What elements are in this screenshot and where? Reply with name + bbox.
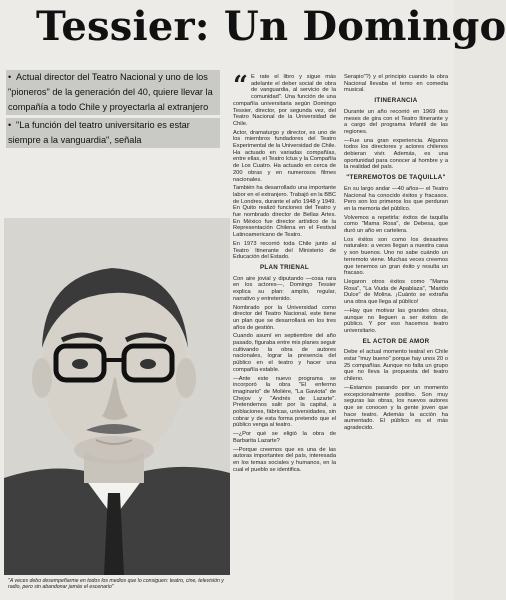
portrait-photo: [4, 218, 230, 575]
paragraph: “ E rate el libro y sigue más adelante el deber social de obra de vanguardia, al servicio de la comunidad". Una función de una compañía universitaria según Domingo Tessier, director, por segunda vez, del Teatro Nacional de la Universidad de Chile.: [233, 71, 336, 127]
bullet-icon: •: [8, 72, 12, 82]
paragraph: Serapio"?) y el principio cuando la obra Nacional llevaba el temo en comedia musical.: [344, 74, 448, 94]
photo-caption: "A veces debo desempeñarme en todos los medios que lo consiguen: teatro, cine, televisión y radio, pero sin abandonar jamás el escenario": [8, 578, 224, 591]
paragraph: Debe el actual momento teatral en Chile estar "muy bueno" porque hay unos 20 o 25 compañías. Aunque no falta un grupo que no lleva la propuesta del teatro chileno.: [344, 349, 448, 383]
paragraph: Actor, dramaturgo y director, es uno de los miembros fundadores del Teatro Experimental de la Universidad de Chile. Ha actuado en variadas compañías, entre ellas, el Teatro Ictus y la Compañía de Los Cuatro. Ha actuado en cerca de 200 obras y en numerosos filmes nacionales.: [233, 129, 336, 183]
paragraph: Nombrado por la Universidad como director del Teatro Nacional, este tiene un plan que se desarrollará en los tres años de gestión.: [233, 304, 336, 331]
lead-item-2: • "La función del teatro universitario es estar siempre a la vanguardia", señala: [6, 118, 220, 148]
paragraph: Cuando asumí en septiembre del año pasado, figuraba entre mis planes seguir cultivando la obra de autores nacionales, lograr la presencia del público en el teatro y hacer una compañía estable.: [233, 333, 336, 373]
paragraph: También ha desarrollado una importante labor en el extranjero. Trabajó en la BBC de Londres, durante el año 1948 y 1949. En Quito realizó funciones del Teatro y fue nombrado director de Bellas Artes. En México fue director artístico de la Representación Chilena en el Festival Latinoamericano de Teatro.: [233, 185, 336, 239]
paragraph: —Fue una gran experiencia. Algunos todos los directores y actores chilenos debieran vivir. Además, es una oportunidad para conocer al hombre y a la realidad del país.: [344, 137, 448, 171]
paragraph: Con aire jovial y diputando —cosa rara en los actores—, Domingo Tessier explica su plan: amplio, regular, narrativo y entretenido.: [233, 275, 336, 302]
paragraph: Volvemos a repetirla: éxitos de taquilla como "Mama Rosa", de Debesa, que duró un año en cartelera.: [344, 214, 448, 235]
subhead: PLAN TRIENAL: [260, 263, 309, 271]
paragraph: —Hay que motivar las grandes obras, aunque no lleguen a ser éxitos de público. Y por eso hacemos teatro universitario.: [344, 307, 448, 334]
lead-item-1: • Actual director del Teatro Nacional y uno de los "pioneros" de la generación del 40, quiere llevar la compañía a todo Chile y proyectarla al extranjero: [6, 70, 220, 115]
paragraph: Los éxitos son como los desastres naturales: a veces llegan a nuestra casa y son buenos. Uno no sabe cuándo un terremoto viene. Muchas veces creemos que tenemos un gran éxito y resulta un fracaso.: [344, 236, 448, 277]
paragraph: Durante un año recorrió en 1969 dos meses de gira con el Teatro Itinerante y a cargo del programa Infantil de las regiones.: [344, 108, 448, 135]
paragraph: En 1973 recorrió toda Chile junto al Teatro Itinerante del Ministerio de Educación del Estado.: [233, 240, 336, 261]
paragraph: —Ante este nuevo programa se incorporó la obra "El enfermo imaginario" de Molière, "La Gaviota" de Chejov y "Andrés de Lazarte". Pretendemos salir por la capital, a poblaciones, fábricas, universidades, sin cobrar y de esta forma pretendo que el público venga al teatro.: [233, 375, 336, 429]
article-column-3: [344, 74, 448, 594]
subhead: "TERREMOTOS DE TAQUILLA": [346, 174, 446, 182]
paragraph: En su largo andar —40 años— el Teatro Nacional ha conocido éxitos y fracasos. Pero son los primeros los que perduran en la memoria del público.: [344, 185, 448, 212]
headline: Tessier: Un Domingo: [36, 3, 506, 50]
paragraph: —Estamos pasando por un momento excepcionalmente positivo. Son muy seguras las obras, los nuevos autores que se conocen y la gente joven que hace teatro. Además la acción ha aumentado. El público es el más agradecido.: [344, 384, 448, 432]
paragraph: —Porque creemos que es una de las autoras importantes del país, interesada en los temas sociales y humanos, en la cual el pueblo se identifica.: [233, 446, 336, 473]
bullet-icon: •: [8, 120, 12, 130]
dropcap: “: [233, 71, 248, 101]
portrait-illustration: [4, 218, 230, 575]
paragraph: Llegaron otros éxitos como "Mama Rosa", "La Viuda de Apablaza", "Marido Dulce" de Molina. ¡Cuánto se extraña una obra que llega al público!: [344, 278, 448, 306]
subhead: EL ACTOR DE AMOR: [362, 337, 430, 345]
paragraph: —¿Por qué se eligió la obra de Barbarita Lazarte?: [233, 431, 336, 444]
subhead: ITINERANCIA: [374, 97, 418, 105]
lead-box: [6, 70, 220, 218]
article-column-2: [233, 71, 336, 594]
